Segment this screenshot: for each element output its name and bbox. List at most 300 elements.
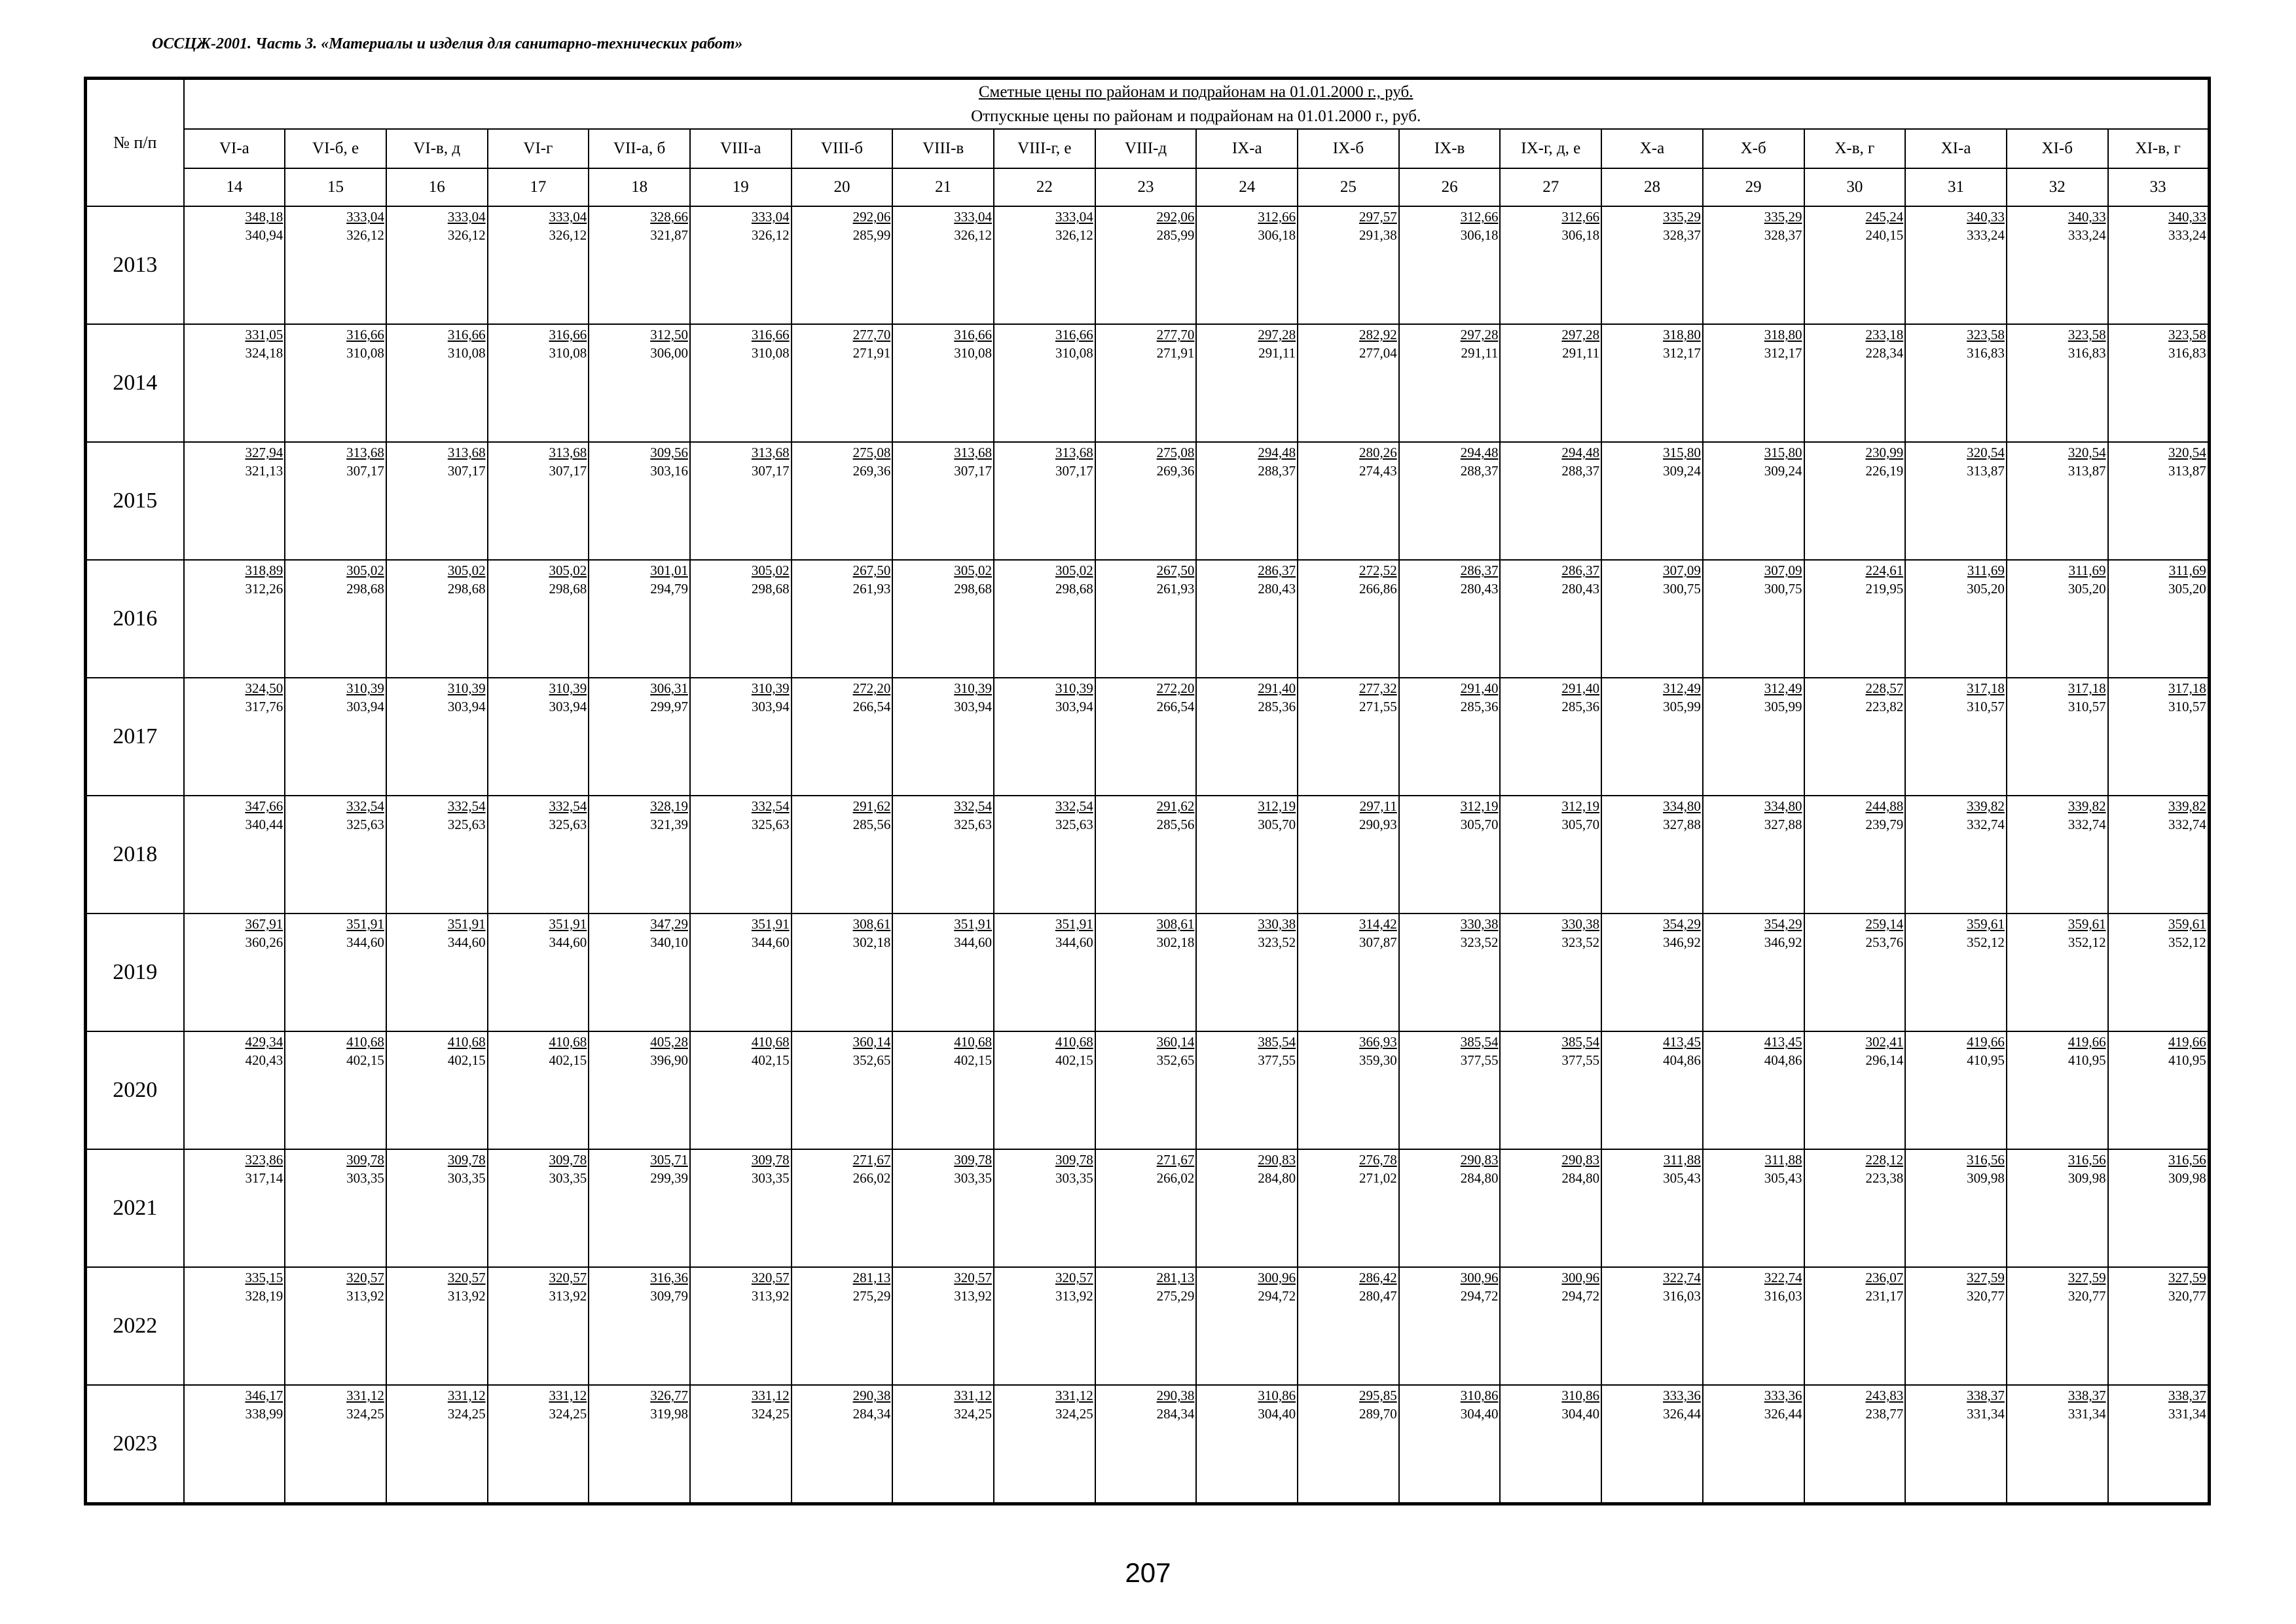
estimate-price: 275,08 (852, 445, 891, 460)
estimate-price: 281,13 (1156, 1270, 1195, 1285)
price-cell (285, 324, 386, 442)
estimate-price: 316,56 (1967, 1152, 2005, 1168)
price-cell (184, 560, 285, 678)
release-price: 303,35 (751, 1170, 790, 1186)
estimate-price: 309,78 (751, 1152, 790, 1168)
price-cell (994, 560, 1095, 678)
estimate-price: 310,86 (1258, 1388, 1296, 1403)
year-cell: 2020 (86, 1031, 184, 1149)
price-cell (792, 206, 893, 324)
column-number: 16 (386, 168, 488, 206)
release-price: 275,29 (852, 1288, 891, 1304)
price-cell (589, 1149, 690, 1267)
estimate-price: 286,37 (1460, 563, 1499, 578)
estimate-price: 410,68 (1055, 1034, 1093, 1050)
release-price: 316,83 (2068, 345, 2106, 361)
estimate-price: 282,92 (1359, 327, 1397, 342)
price-cell (184, 678, 285, 796)
release-price: 307,17 (954, 463, 992, 479)
price-cell (1298, 206, 1399, 324)
release-price: 327,88 (1764, 817, 1802, 832)
estimate-price: 338,37 (1967, 1388, 2005, 1403)
release-price: 332,74 (1967, 817, 2005, 832)
estimate-price: 290,38 (1156, 1388, 1195, 1403)
release-price: 324,18 (245, 345, 283, 361)
price-cell (488, 442, 589, 560)
release-price: 280,43 (1561, 581, 1600, 597)
estimate-price: 359,61 (2068, 916, 2106, 932)
release-price: 402,15 (751, 1052, 790, 1068)
release-price: 313,92 (549, 1288, 587, 1304)
price-cell (792, 1031, 893, 1149)
price-cell (589, 442, 690, 560)
estimate-price: 327,59 (2068, 1270, 2106, 1285)
release-price: 320,77 (2068, 1288, 2106, 1304)
release-price: 313,92 (1055, 1288, 1093, 1304)
estimate-price: 332,54 (954, 798, 992, 814)
price-cell (1095, 1267, 1197, 1385)
price-cell (1196, 913, 1298, 1031)
price-cell (386, 324, 488, 442)
release-price: 307,17 (447, 463, 486, 479)
release-price: 324,25 (447, 1406, 486, 1422)
price-cell (1500, 796, 1601, 913)
estimate-price: 244,88 (1865, 798, 1904, 814)
release-price: 323,52 (1561, 934, 1600, 950)
estimate-price: 309,78 (1055, 1152, 1093, 1168)
estimate-price: 323,58 (2068, 327, 2106, 342)
release-price: 313,92 (954, 1288, 992, 1304)
estimate-price: 405,28 (650, 1034, 688, 1050)
estimate-price: 413,45 (1663, 1034, 1701, 1050)
estimate-price: 308,61 (852, 916, 891, 932)
estimate-price: 308,61 (1156, 916, 1195, 932)
estimate-price: 228,57 (1865, 680, 1904, 696)
price-cell (386, 678, 488, 796)
price-cell (2007, 1149, 2108, 1267)
estimate-price: 333,04 (549, 209, 587, 225)
estimate-price: 300,96 (1561, 1270, 1600, 1285)
release-price: 352,12 (2068, 934, 2106, 950)
price-cell (1399, 678, 1501, 796)
price-cell (1703, 442, 1804, 560)
release-price: 310,08 (751, 345, 790, 361)
price-cell (1500, 560, 1601, 678)
estimate-price: 267,50 (852, 563, 891, 578)
price-cell (2108, 1267, 2210, 1385)
release-price: 288,37 (1258, 463, 1296, 479)
release-price: 306,18 (1561, 227, 1600, 243)
year-cell: 2021 (86, 1149, 184, 1267)
estimate-price: 272,20 (852, 680, 891, 696)
price-cell (2007, 324, 2108, 442)
release-price: 309,24 (1764, 463, 1802, 479)
price-cell (285, 1267, 386, 1385)
release-price: 317,14 (245, 1170, 283, 1186)
estimate-price: 320,57 (447, 1270, 486, 1285)
release-price: 298,68 (1055, 581, 1093, 597)
price-cell (1905, 324, 2007, 442)
price-cell (2108, 678, 2210, 796)
release-price: 317,76 (245, 699, 283, 714)
release-price: 352,12 (2168, 934, 2206, 950)
price-cell (690, 796, 792, 913)
estimate-price: 297,11 (1359, 798, 1397, 814)
price-cell (1095, 678, 1197, 796)
estimate-price: 320,57 (954, 1270, 992, 1285)
price-cell (690, 1149, 792, 1267)
release-price: 307,17 (751, 463, 790, 479)
price-cell (892, 1267, 994, 1385)
price-cell (488, 560, 589, 678)
release-price: 288,37 (1561, 463, 1600, 479)
release-price: 310,08 (549, 345, 587, 361)
price-cell (589, 796, 690, 913)
release-price: 305,70 (1561, 817, 1600, 832)
release-price: 313,92 (447, 1288, 486, 1304)
release-price: 344,60 (1055, 934, 1093, 950)
estimate-price: 351,91 (1055, 916, 1093, 932)
estimate-price: 310,86 (1561, 1388, 1600, 1403)
estimate-price: 224,61 (1865, 563, 1904, 578)
price-cell (1804, 913, 1906, 1031)
release-price: 304,40 (1460, 1406, 1499, 1422)
release-price: 310,08 (1055, 345, 1093, 361)
price-cell (184, 913, 285, 1031)
price-cell (892, 1149, 994, 1267)
estimate-price: 294,48 (1561, 445, 1600, 460)
price-cell (2108, 206, 2210, 324)
column-number: 19 (690, 168, 792, 206)
region-header: VII-а, б (589, 129, 690, 168)
release-price: 271,02 (1359, 1170, 1397, 1186)
price-cell (2108, 913, 2210, 1031)
release-price: 284,80 (1258, 1170, 1296, 1186)
price-cell (1399, 324, 1501, 442)
estimate-price: 291,62 (1156, 798, 1195, 814)
price-cell (892, 678, 994, 796)
estimate-price: 233,18 (1865, 327, 1904, 342)
price-cell (1804, 796, 1906, 913)
table-row (86, 206, 2210, 324)
price-cell (1905, 560, 2007, 678)
release-price: 240,15 (1865, 227, 1904, 243)
price-cell (792, 913, 893, 1031)
release-price: 307,87 (1359, 934, 1397, 950)
estimate-price: 324,50 (245, 680, 283, 696)
estimate-price: 302,41 (1865, 1034, 1904, 1050)
estimate-price: 276,78 (1359, 1152, 1397, 1168)
release-price: 326,12 (549, 227, 587, 243)
release-price: 377,55 (1460, 1052, 1499, 1068)
price-cell (1399, 206, 1501, 324)
release-price: 275,29 (1156, 1288, 1195, 1304)
release-price: 326,44 (1764, 1406, 1802, 1422)
estimate-price: 297,28 (1460, 327, 1499, 342)
price-cell (589, 206, 690, 324)
table-title (184, 79, 2210, 130)
price-cell (690, 1385, 792, 1504)
release-price: 274,43 (1359, 463, 1397, 479)
price-cell (994, 324, 1095, 442)
release-price: 280,43 (1460, 581, 1499, 597)
price-cell (386, 560, 488, 678)
price-cell (2007, 560, 2108, 678)
release-price: 305,99 (1663, 699, 1701, 714)
release-price: 377,55 (1561, 1052, 1600, 1068)
estimate-price: 323,58 (2168, 327, 2206, 342)
num-column-header: № п/п (86, 79, 184, 207)
release-price: 316,03 (1764, 1288, 1802, 1304)
region-header: VI-г (488, 129, 589, 168)
estimate-price: 305,02 (549, 563, 587, 578)
release-price: 269,36 (852, 463, 891, 479)
price-cell (1196, 796, 1298, 913)
price-cell (386, 1385, 488, 1504)
release-price: 326,44 (1663, 1406, 1701, 1422)
estimate-price: 333,04 (751, 209, 790, 225)
release-price: 285,99 (852, 227, 891, 243)
year-cell: 2014 (86, 324, 184, 442)
release-price: 288,37 (1460, 463, 1499, 479)
price-cell (1601, 442, 1703, 560)
year-cell: 2018 (86, 796, 184, 913)
release-price: 306,00 (650, 345, 688, 361)
release-price: 305,20 (2068, 581, 2106, 597)
release-price: 312,17 (1764, 345, 1802, 361)
region-header: IX-а (1196, 129, 1298, 168)
release-price: 304,40 (1258, 1406, 1296, 1422)
estimate-price: 315,80 (1663, 445, 1701, 460)
estimate-price: 332,54 (1055, 798, 1093, 814)
release-price: 310,08 (954, 345, 992, 361)
estimate-price: 310,39 (549, 680, 587, 696)
release-price: 305,43 (1764, 1170, 1802, 1186)
column-number: 18 (589, 168, 690, 206)
estimate-price: 339,82 (2068, 798, 2106, 814)
release-price: 303,35 (954, 1170, 992, 1186)
estimate-price: 328,66 (650, 209, 688, 225)
release-price: 271,55 (1359, 699, 1397, 714)
estimate-price: 310,39 (751, 680, 790, 696)
price-cell (184, 1385, 285, 1504)
column-number-row (86, 168, 2210, 206)
release-price: 396,90 (650, 1052, 688, 1068)
release-price: 309,24 (1663, 463, 1701, 479)
estimate-price: 259,14 (1865, 916, 1904, 932)
release-price: 316,83 (2168, 345, 2206, 361)
estimate-price: 300,96 (1460, 1270, 1499, 1285)
release-price: 326,12 (447, 227, 486, 243)
release-price: 303,94 (549, 699, 587, 714)
estimate-price: 351,91 (549, 916, 587, 932)
price-cell (1298, 796, 1399, 913)
estimate-price: 290,83 (1460, 1152, 1499, 1168)
region-header: VI-б, е (285, 129, 386, 168)
price-cell (1298, 678, 1399, 796)
estimate-price: 331,12 (447, 1388, 486, 1403)
price-cell (1500, 206, 1601, 324)
estimate-price: 410,68 (447, 1034, 486, 1050)
price-cell (892, 796, 994, 913)
estimate-price: 312,49 (1764, 680, 1802, 696)
estimate-price: 307,09 (1663, 563, 1701, 578)
price-cell (1601, 206, 1703, 324)
release-price: 261,93 (852, 581, 891, 597)
region-header: IX-в (1399, 129, 1501, 168)
estimate-price: 347,29 (650, 916, 688, 932)
price-cell (690, 913, 792, 1031)
release-price: 344,60 (346, 934, 384, 950)
release-price: 299,97 (650, 699, 688, 714)
price-cell (589, 324, 690, 442)
column-number: 25 (1298, 168, 1399, 206)
estimate-price: 338,37 (2068, 1388, 2106, 1403)
page-number: 207 (1125, 1557, 1171, 1588)
table-row (86, 1031, 2210, 1149)
estimate-price: 294,48 (1258, 445, 1296, 460)
price-cell (1298, 324, 1399, 442)
estimate-price-title: Сметные цены по районам и подрайонам на 01.01.2000 г., руб. (978, 83, 1413, 101)
release-price: 346,92 (1663, 934, 1701, 950)
estimate-price: 322,74 (1764, 1270, 1802, 1285)
estimate-price: 311,69 (1967, 563, 2005, 578)
release-price: 402,15 (549, 1052, 587, 1068)
estimate-price: 413,45 (1764, 1034, 1802, 1050)
price-cell (994, 913, 1095, 1031)
table-row (86, 1267, 2210, 1385)
release-price: 294,72 (1561, 1288, 1600, 1304)
estimate-price: 331,12 (549, 1388, 587, 1403)
region-header: XI-в, г (2108, 129, 2210, 168)
estimate-price: 327,94 (245, 445, 283, 460)
release-price: 313,87 (1967, 463, 2005, 479)
estimate-price: 332,54 (346, 798, 384, 814)
release-price: 310,57 (1967, 699, 2005, 714)
estimate-price: 275,08 (1156, 445, 1195, 460)
price-cell (1298, 1267, 1399, 1385)
table-row (86, 1385, 2210, 1504)
estimate-price: 410,68 (954, 1034, 992, 1050)
estimate-price: 410,68 (346, 1034, 384, 1050)
release-price: 352,12 (1967, 934, 2005, 950)
price-cell (285, 796, 386, 913)
price-cell (1095, 560, 1197, 678)
release-price: 291,11 (1258, 345, 1296, 361)
estimate-price: 309,78 (447, 1152, 486, 1168)
price-cell (1703, 1031, 1804, 1149)
release-price: 284,34 (1156, 1406, 1195, 1422)
estimate-price: 309,56 (650, 445, 688, 460)
price-cell (285, 913, 386, 1031)
release-price: 326,12 (1055, 227, 1093, 243)
estimate-price: 315,80 (1764, 445, 1802, 460)
release-price: 328,37 (1764, 227, 1802, 243)
price-cell (1500, 442, 1601, 560)
estimate-price: 291,62 (852, 798, 891, 814)
estimate-price: 317,18 (2068, 680, 2106, 696)
release-price: 324,25 (954, 1406, 992, 1422)
estimate-price: 429,34 (245, 1034, 283, 1050)
release-price: 321,13 (245, 463, 283, 479)
release-price: 310,08 (447, 345, 486, 361)
price-cell (1298, 1031, 1399, 1149)
estimate-price: 340,33 (2068, 209, 2106, 225)
price-cell (892, 1031, 994, 1149)
price-cell (386, 913, 488, 1031)
estimate-price: 419,66 (2068, 1034, 2106, 1050)
price-cell (994, 442, 1095, 560)
release-price: 325,63 (1055, 817, 1093, 832)
estimate-price: 333,04 (447, 209, 486, 225)
column-number: 15 (285, 168, 386, 206)
price-cell (589, 1267, 690, 1385)
estimate-price: 316,66 (549, 327, 587, 342)
estimate-price: 292,06 (852, 209, 891, 225)
release-price: 309,98 (2168, 1170, 2206, 1186)
estimate-price: 317,18 (1967, 680, 2005, 696)
estimate-price: 316,66 (751, 327, 790, 342)
price-cell (2007, 678, 2108, 796)
release-price: 402,15 (447, 1052, 486, 1068)
price-cell (2007, 1267, 2108, 1385)
estimate-price: 410,68 (549, 1034, 587, 1050)
release-price: 316,83 (1967, 345, 2005, 361)
column-number: 14 (184, 168, 285, 206)
estimate-price: 332,54 (751, 798, 790, 814)
release-price: 298,68 (751, 581, 790, 597)
estimate-price: 367,91 (245, 916, 283, 932)
release-price: 326,12 (751, 227, 790, 243)
estimate-price: 311,88 (1764, 1152, 1802, 1168)
price-cell (2007, 1031, 2108, 1149)
release-price: 285,36 (1258, 699, 1296, 714)
estimate-price: 277,32 (1359, 680, 1397, 696)
price-cell (1298, 1385, 1399, 1504)
price-cell (1500, 324, 1601, 442)
region-header: VIII-б (792, 129, 893, 168)
price-cell (994, 678, 1095, 796)
price-cell (285, 1385, 386, 1504)
price-cell (589, 678, 690, 796)
price-cell (2108, 796, 2210, 913)
price-cell (1298, 442, 1399, 560)
estimate-price: 330,38 (1561, 916, 1600, 932)
column-number: 29 (1703, 168, 1804, 206)
release-price: 340,44 (245, 817, 283, 832)
price-cell (1804, 1267, 1906, 1385)
estimate-price: 309,78 (346, 1152, 384, 1168)
release-price: 344,60 (447, 934, 486, 950)
column-number: 33 (2108, 168, 2210, 206)
price-cell (386, 1149, 488, 1267)
estimate-price: 313,68 (549, 445, 587, 460)
release-price: 304,40 (1561, 1406, 1600, 1422)
release-price: 359,30 (1359, 1052, 1397, 1068)
price-cell (1095, 442, 1197, 560)
price-cell (792, 560, 893, 678)
release-price: 325,63 (346, 817, 384, 832)
release-price: 404,86 (1764, 1052, 1802, 1068)
estimate-price: 271,67 (852, 1152, 891, 1168)
price-cell (792, 1267, 893, 1385)
price-cell (1703, 678, 1804, 796)
price-cell (285, 1031, 386, 1149)
region-header: IX-г, д, е (1500, 129, 1601, 168)
estimate-price: 332,54 (549, 798, 587, 814)
release-price: 290,93 (1359, 817, 1397, 832)
price-table (84, 77, 2211, 1505)
